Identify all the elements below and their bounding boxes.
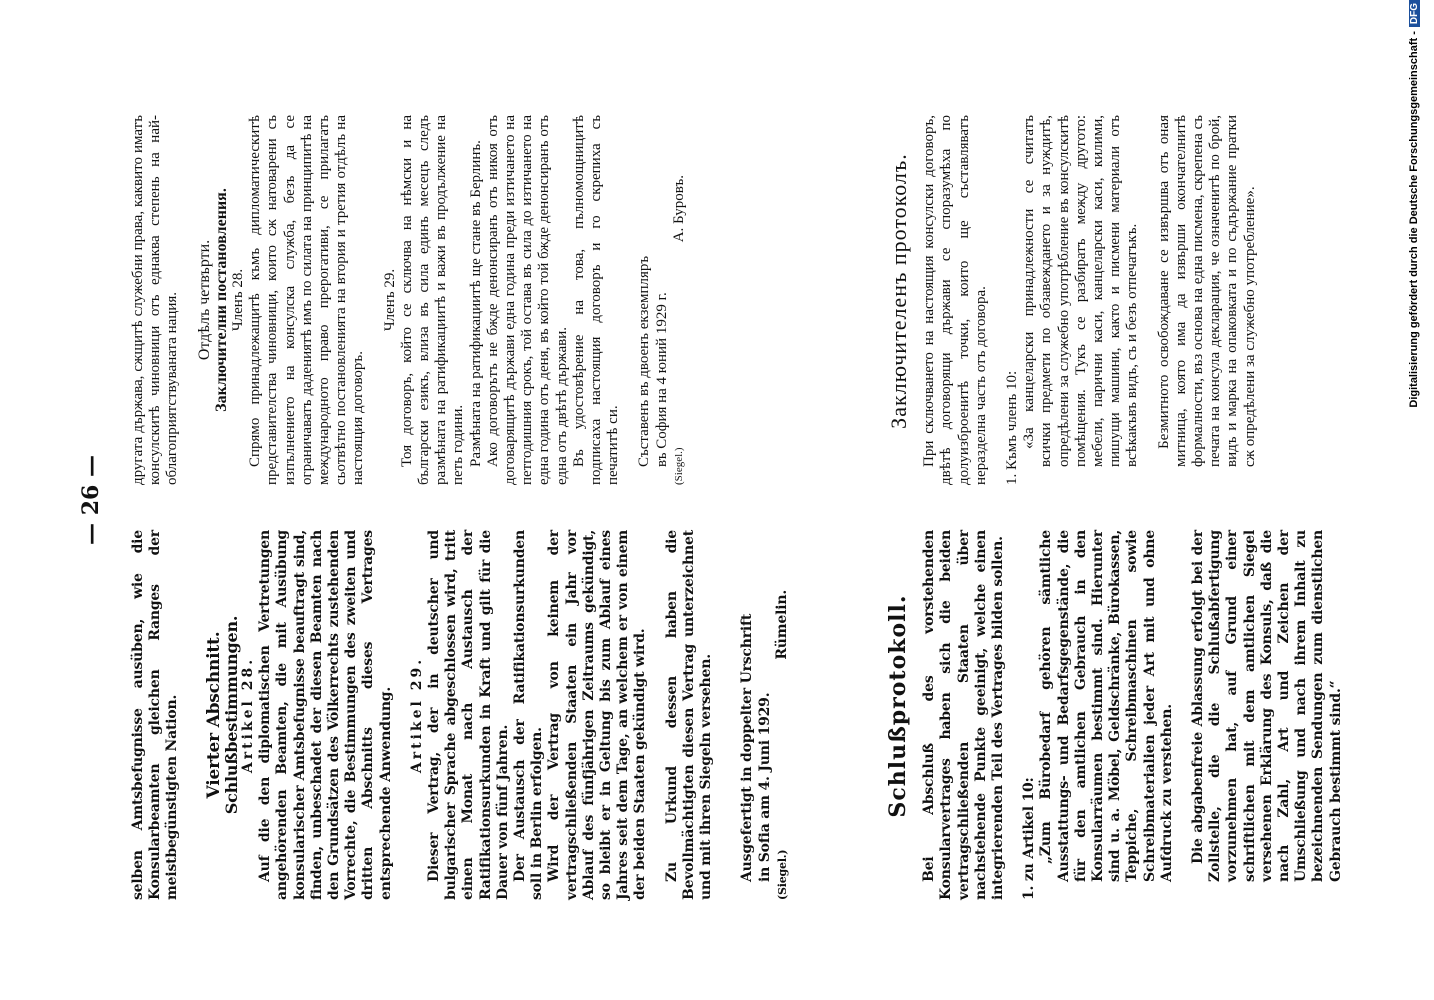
quoted-paragraph: Die abgabenfreie Ablassung erfolgt bei der Zollstelle, die die Schlußabfertigung vorzunehmen hat, auf Grund einer schriftlichen mit dem amtlichen Siegel versehenen Erklärung des Konsuls, daß die nach Zahl, Art und Zeichen der Umschließung und nach ihrem Inhalt zu bezeichnenden Sendungen zum dienstlichen Gebrauch bestimmt sind.“: [1190, 530, 1344, 882]
paragraph: Въ удостовѣрение на това, пълномощницитѣ подписаха настоящия договоръ и го скрепиха съ печатитѣ си.: [570, 115, 622, 485]
section-heading: Отдѣлъ четвърти.: [195, 239, 213, 361]
signing-date-line: въ София на 4 юний 1929 г.: [653, 292, 670, 467]
page-number: — 26 —: [78, 455, 104, 545]
paragraph: При сключването на настоящия консулски договоръ, двѣтѣ договорящи държави се споразумѣха по долуизброенитѣ точки, които ще съставляватъ неразделна часть отъ договора.: [921, 115, 989, 485]
german-protocol-column: [885, 530, 1345, 900]
article-heading: Artikel 29.: [408, 656, 425, 774]
section-title: Заключителни постановления.: [212, 188, 230, 412]
paragraph: Zu Urkund dessen haben die Bevollmächtigten diesen Vertrag unterzeichnet und mit ihren Siegeln versehen.: [663, 530, 715, 900]
protocol-title: Schlußprotokoll.: [885, 594, 911, 818]
quoted-paragraph: «За канцеларски принадлежности се считатъ всички предмети по обзавеждането и за нуждитѣ, опредѣлени за служебно употрѣбление въ консулскитѣ помѣщения. Тукъ се разбиратъ между другото: мебели, парични каси, канцеларски каси, килими, пишущи машини, както и писмени материали отъ всѣкакъвъ видъ, съ и безъ отпечатъкъ.: [1021, 115, 1141, 467]
paragraph: selben Amtsbefugnisse ausüben, wie die Konsularbeamten gleichen Ranges der meistbegünstigten Nation.: [130, 530, 181, 900]
quoted-paragraph: „Zum Bürobedarf gehören sämtliche Ausstattungs- und Bedarfsgegenstände, die für den amtlichen Gebrauch in den Konsularräumen bestimmt sind. Hierunter sind u. a. Möbel, Geldschränke, Bürokassen, Teppiche, Schreibmaschinen sowie Schreibmaterialien jeder Art mit und ohne Aufdruck zu verstehen.: [1038, 530, 1175, 882]
paragraph: Bei Abschluß des vorstehenden Konsularvertrages haben sich die beiden vertragschließenden Staaten über nachstehende Punkte geeinigt, welche einen integrierenden Teil des Vertrages bilden sollen.: [921, 530, 1007, 900]
article-heading: Artikel 28.: [240, 656, 257, 774]
bulgarian-treaty-column: [130, 115, 688, 485]
article-heading: Членъ 28.: [230, 268, 247, 332]
article-heading: Членъ 29.: [381, 268, 398, 332]
paragraph: Der Austausch der Ratifikationsurkunden soll in Berlin erfolgen.: [512, 530, 546, 900]
signing-place-line: Съставенъ въ двоенъ екземпляръ: [636, 255, 653, 467]
digitization-credit: [1408, 0, 1420, 600]
list-item-heading: 1. zu Artikel 10:: [1021, 777, 1038, 900]
signatory-name: А. Буровъ.: [670, 175, 687, 243]
list-item-heading: 1. Къмъ членъ 10:: [1004, 370, 1021, 485]
paragraph: Ако договорътъ не бжде денонсиранъ отъ никоя отъ договарящитѣ държави една година преди изтичането на петгодишния срокъ, той остава въ сила до изтичането на една година отъ деня, въ който той бжде денонсиранъ отъ една отъ двѣтѣ държави.: [484, 115, 570, 485]
signing-date-line: in Sofia am 4. Juni 1929.: [756, 692, 773, 882]
paragraph: Wird der Vertrag von keinem der vertragschließenden Staaten ein Jahr vor Ablauf des fünfjährigen Zeitraums gekündigt, so bleibt er in Geltung bis zum Ablauf eines Jahres seit dem Tage, an welchem er von einem der beiden Staaten gekündigt wird.: [546, 530, 649, 900]
paragraph: Размѣната на ратификациитѣ ще стане въ Берлинъ.: [467, 140, 484, 467]
dfg-logo: DFG: [1409, 0, 1420, 27]
paragraph: Спрямо принадлежащитѣ къмъ дипломатическитѣ представителства чиновници, които сж натоварени съ изпълнението на консулска служба, безъ да се ограничаватъ дадениятѣ имъ по силата на принципитѣ на международното право прерогативи, се прилагатъ сьотвѣтно постановленията на втория и третия отдѣлъ на настоящия договоръ.: [247, 115, 367, 485]
protocol-title: Заключителенъ протоколъ.: [886, 153, 911, 429]
section-heading: Vierter Abschnitt.: [203, 631, 224, 799]
paragraph: Тоя договоръ, който се сключва на нѣмски и на български езикъ, влиза въ сила единъ месецъ следъ размѣната на ратификациитѣ и важи въ продължение на петь години.: [398, 115, 467, 485]
credit-text: Digitalisierung gefördert durch die Deutsche Forschungsgemeinschaft -: [1408, 31, 1420, 408]
paragraph: другата държава, сжщитѣ служебни права, каквито иматъ консулскитѣ чиновници отъ еднаква степень на най-облагоприятствуваната нация.: [130, 115, 181, 485]
paragraph: Dieser Vertrag, der in deutscher und bulgarischer Sprache abgeschlossen wird, tritt einen Monat nach Austausch der Ratifikationsurkunden in Kraft und gilt für die Dauer von fünf Jahren.: [426, 530, 511, 900]
signing-place-line: Ausgefertigt in doppelter Urschrift: [739, 613, 756, 882]
quoted-paragraph: Безмитното освобождаване се извършва отъ оная митница, която има да извърши окончателнитѣ формалности, въз основа на една писмена, скрепена съ печата на консула декларация, че означенитѣ по брой, видъ и марка на опаковката и по съдържание пратки сж опредѣлени за служебно употребление».: [1155, 115, 1258, 467]
seal-label: (Siegel.): [672, 447, 685, 485]
paragraph: Auf die den diplomatischen Vertretungen angehörenden Beamten, die mit Ausübung konsularischer Amtsbefugnisse beauftragt sind, finden, unbeschadet der diesen Beamten nach den Grundsätzen des Völkerrechts zustehenden Vorrechte, die Bestimmungen des zweiten und dritten Abschnitts dieses Vertrages entsprechende Anwendung.: [257, 530, 394, 900]
section-title: Schlußbestimmungen.: [221, 615, 241, 815]
bulgarian-protocol-column: [886, 115, 1259, 485]
seal-label: (Siegel.): [775, 849, 789, 900]
signatory-name: Rümelin.: [773, 590, 790, 660]
german-treaty-column: [130, 530, 791, 900]
